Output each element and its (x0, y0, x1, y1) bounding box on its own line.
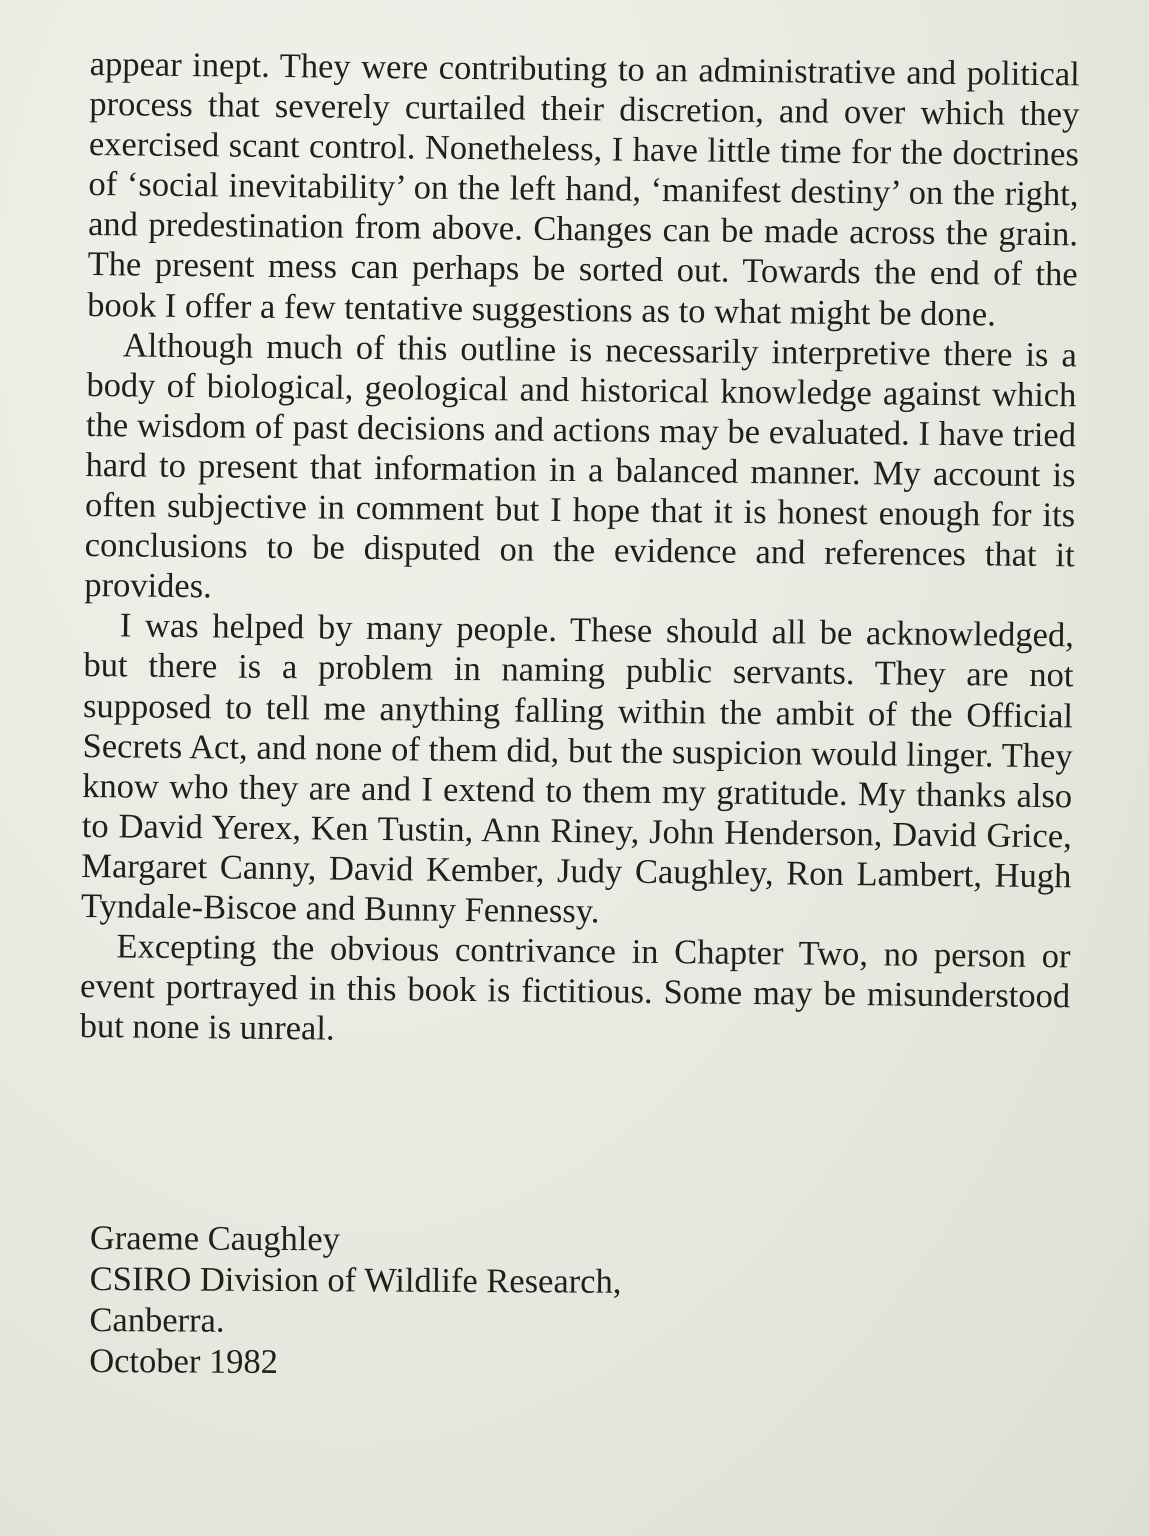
paragraph-3: I was helped by many people. These should all be acknowledged, but there is a problem in naming public servants. They are not supposed to tell me anything falling within the ambit of the Official Secrets Act, and none of them did, but the suspicion would linger. They know who they are and I extend to them my gratitude. My thanks also to David Yerex, Ken Tustin, Ann Riney, John Henderson, David Grice, Margaret Canny, David Kember, Judy Caughley, Ron Lambert, Hugh Tyndale-Biscoe and Bunny Fennessy. (80, 606, 1075, 931)
paragraph-4: Excepting the obvious contrivance in Chapter Two, no person or event portrayed in this book is fictitious. Some may be misunderstood but none is unreal. (79, 927, 1071, 1048)
signature-block (89, 1218, 622, 1385)
author-organization: CSIRO Division of Wildlife Research, (89, 1259, 622, 1301)
signature-date: October 1982 (89, 1341, 279, 1381)
author-name: Graeme Caughley (89, 1219, 341, 1259)
preface-body (80, 44, 1080, 1057)
paragraph-2: Although much of this outline is necessarily interpretive there is a body of biological, geological and historical knowledge against which the wisdom of past decisions and actions may be evaluated. I have tried hard to present that information in a balanced manner. My account is often subjective in comment but I hope that it is honest enough for its conclusions to be disputed on the evidence and references that it provides. (84, 326, 1077, 606)
author-city: Canberra. (89, 1300, 225, 1340)
paragraph-1: appear inept. They were contributing to an administrative and political process that severely curtailed their discretion, and over which they exercised scant control. Nonetheless, I have little time for the doctrines of ‘social inevitability’ on the left hand, ‘manifest destiny’ on the right, and predestination from above. Changes can be made across the grain. The present mess can perhaps be sorted out. Towards the end of the book I offer a few tentative suggestions as to what might be done. (87, 44, 1080, 334)
